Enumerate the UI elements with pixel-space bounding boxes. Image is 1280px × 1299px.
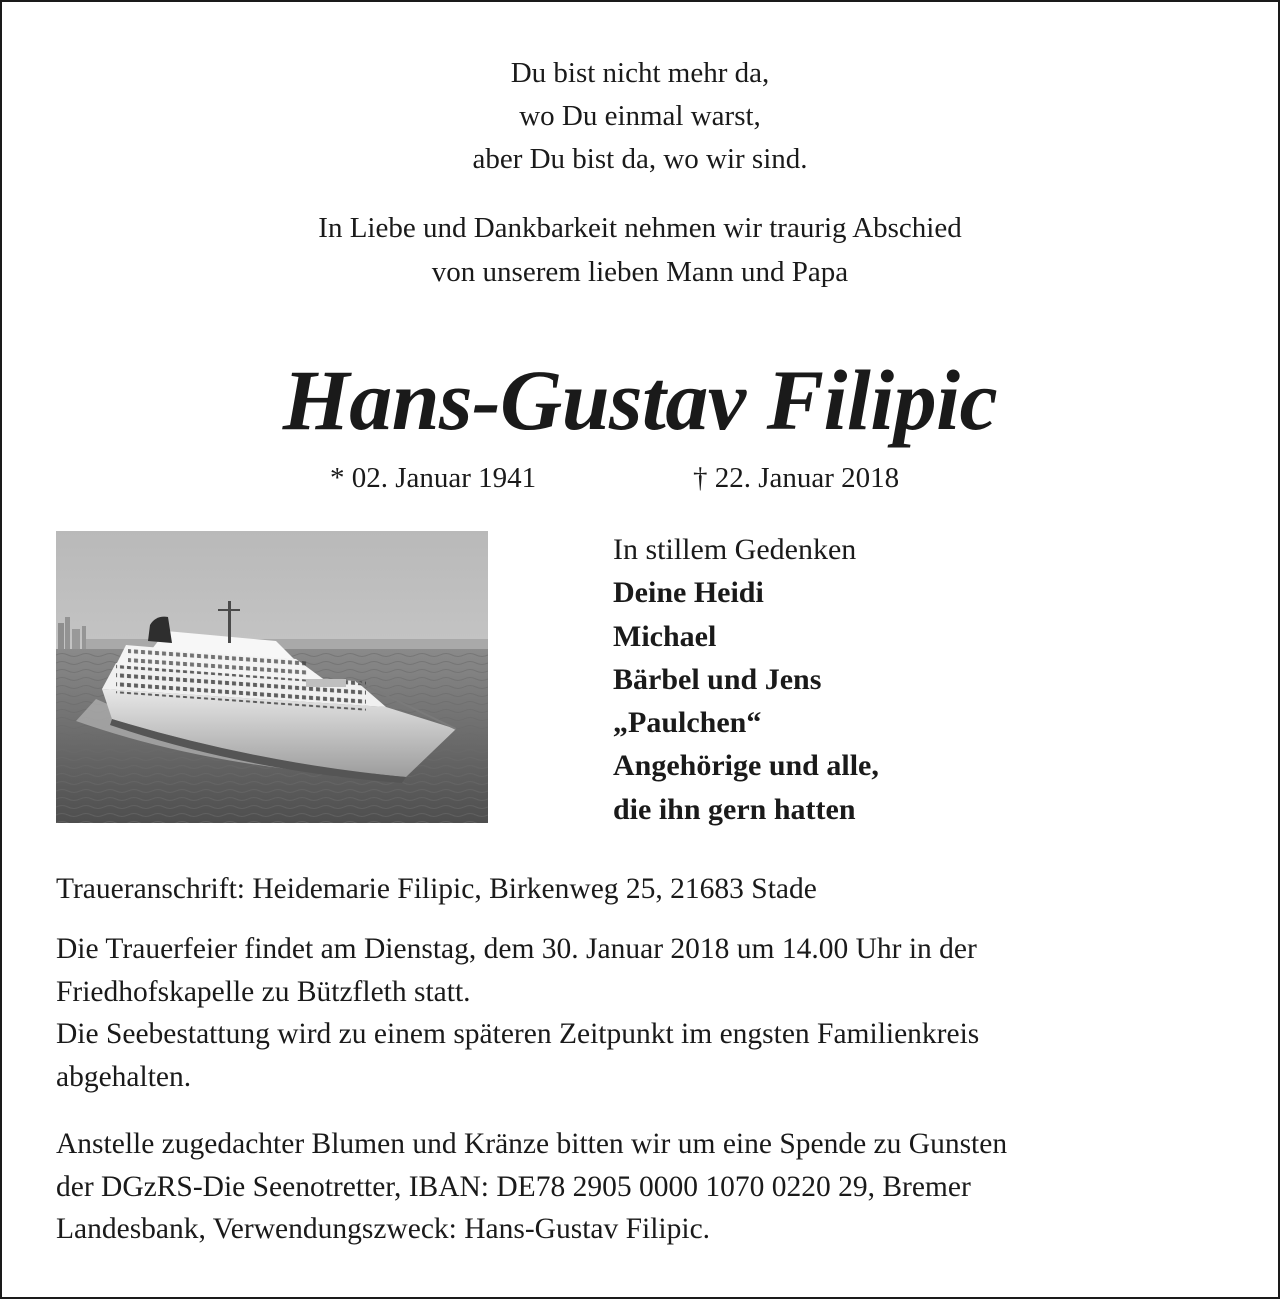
service-line: Die Seebestattung wird zu einem späteren Zeitpunkt im engsten Familienkreis — [56, 1018, 980, 1050]
donation-line: der DGzRS-Die Seenotretter, IBAN: DE78 2905 0000 1070 0220 29, Bremer — [56, 1170, 971, 1203]
farewell-line: In Liebe und Dankbarkeit nehmen wir traurig Abschied — [318, 212, 962, 244]
funeral-service-info — [56, 928, 1236, 1098]
mourners-intro: In stillem Gedenken — [613, 533, 857, 566]
address-line: Traueranschrift: Heidemarie Filipic, Birkenweg 25, 21683 Stade — [56, 873, 817, 905]
cruise-ship-image — [56, 531, 488, 823]
ship-photo — [56, 531, 488, 823]
donation-line: Landesbank, Verwendungszweck: Hans-Gustav Filipic. — [56, 1213, 711, 1245]
mourning-address — [56, 868, 1236, 911]
poem-line: aber Du bist da, wo wir sind. — [472, 143, 808, 175]
service-line: Die Trauerfeier findet am Dienstag, dem 30. Januar 2018 um 14.00 Uhr in der — [56, 933, 977, 965]
service-line: abgehalten. — [56, 1060, 192, 1093]
farewell-text — [0, 206, 1280, 294]
death-date: † 22. Januar 2018 — [693, 462, 900, 494]
birth-date: * 02. Januar 1941 — [330, 462, 537, 494]
mourners-block — [613, 528, 879, 831]
donation-request — [56, 1123, 1236, 1251]
mourner-name: „Paulchen“ — [613, 706, 762, 740]
donation-line: Anstelle zugedachter Blumen und Kränze bitten wir um eine Spende zu Gunsten — [56, 1128, 1008, 1160]
farewell-line: von unserem lieben Mann und Papa — [431, 256, 849, 288]
mourner-name: Angehörige und alle, — [613, 749, 879, 783]
memorial-poem — [0, 52, 1280, 181]
poem-line: wo Du einmal warst, — [519, 100, 761, 132]
deceased-name: Hans-Gustav Filipic — [282, 352, 998, 448]
service-line: Friedhofskapelle zu Bützfleth statt. — [56, 975, 471, 1008]
poem-line: Du bist nicht mehr da, — [510, 57, 770, 89]
mourner-name: die ihn gern hatten — [613, 792, 856, 826]
mourner-name: Bärbel und Jens — [613, 662, 822, 696]
mourner-name: Deine Heidi — [613, 576, 764, 610]
mourner-name: Michael — [613, 619, 717, 653]
